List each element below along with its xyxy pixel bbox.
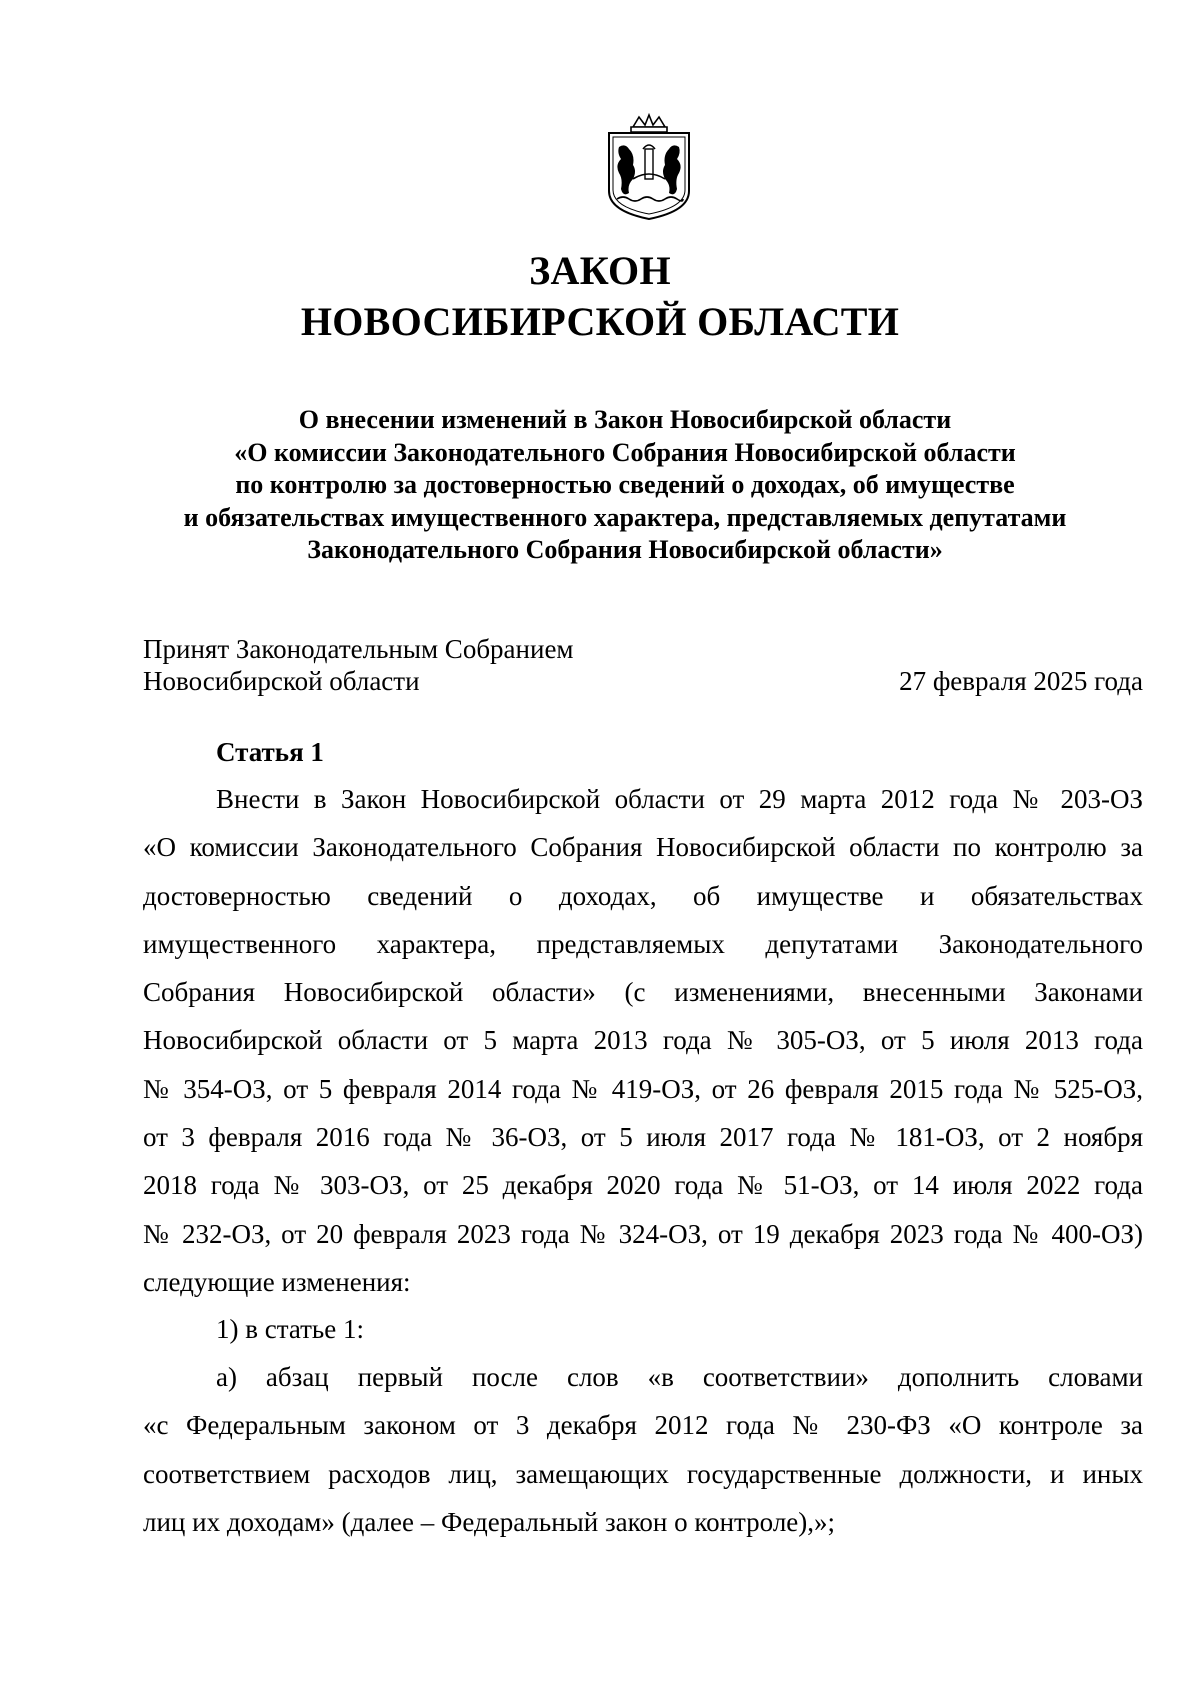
subitem-line: соответствием расходов лиц, замещающих государственные должности, и иных [143, 1458, 1143, 1489]
law-region-title: НОВОСИБИРСКОЙ ОБЛАСТИ [300, 299, 900, 344]
adoption-date: 27 февраля 2025 года [899, 666, 1143, 696]
subitem-line: лиц их доходам» (далее – Федеральный закон о контроле),»; [143, 1506, 836, 1537]
paragraph-line: Собрания Новосибирской области» (с изменениями, внесенными Законами [143, 977, 1143, 1008]
subject-line: и обязательствах имущественного характера, представляемых депутатами [183, 502, 1067, 532]
amendment-item [143, 1305, 1143, 1353]
article-paragraph [143, 775, 1143, 1306]
law-subject [130, 404, 1120, 567]
paragraph-line: «О комиссии Законодательного Собрания Новосибирской области по контролю за [143, 832, 1143, 863]
subject-line: «О комиссии Законодательного Собрания Новосибирской области [234, 437, 1016, 467]
subject-line: О внесении изменений в Закон Новосибирской области [298, 405, 952, 434]
subject-line: по контролю за достоверностью сведений о доходах, об имуществе [235, 470, 1015, 499]
subitem-line: «с Федеральным законом от 3 декабря 2012 года № 230-ФЗ «О контроле за [143, 1410, 1143, 1441]
paragraph-line: № 232-ОЗ, от 20 февраля 2023 года № 324-ОЗ, от 19 декабря 2023 года № 400-ОЗ) [143, 1218, 1143, 1249]
article-heading: Статья 1 [216, 737, 324, 767]
paragraph-line: Внести в Закон Новосибирской области от 29 марта 2012 года № 203-ОЗ [216, 784, 1143, 814]
paragraph-line: Новосибирской области от 5 марта 2013 года № 305-ОЗ, от 5 июля 2013 года [143, 1025, 1143, 1056]
item-line: 1) в статье 1: [216, 1314, 364, 1344]
novosibirsk-coat-of-arms-icon [603, 113, 695, 221]
paragraph-line: имущественного характера, представляемых депутатами Законодательного [143, 928, 1143, 959]
paragraph-line: достоверностью сведений о доходах, об имуществе и обязательствах [143, 880, 1143, 911]
law-title: ЗАКОН [529, 248, 671, 293]
paragraph-line: № 354-ОЗ, от 5 февраля 2014 года № 419-ОЗ, от 26 февраля 2015 года № 525-ОЗ, [143, 1073, 1143, 1104]
subject-line: Законодательного Собрания Новосибирской области» [307, 535, 943, 564]
adoption-statement [143, 633, 574, 697]
subitem-line: а) абзац первый после слов «в соответствии» дополнить словами [216, 1362, 1143, 1392]
paragraph-line: от 3 февраля 2016 года № 36-ОЗ, от 5 июля 2017 года № 181-ОЗ, от 2 ноября [143, 1122, 1143, 1153]
paragraph-line: следующие изменения: [143, 1266, 411, 1297]
adoption-line: Новосибирской области [143, 666, 420, 696]
paragraph-line: 2018 года № 303-ОЗ, от 25 декабря 2020 года № 51-ОЗ, от 14 июля 2022 года [143, 1170, 1143, 1201]
adoption-line: Принят Законодательным Собранием [143, 634, 574, 664]
amendment-subitem [143, 1353, 1143, 1546]
